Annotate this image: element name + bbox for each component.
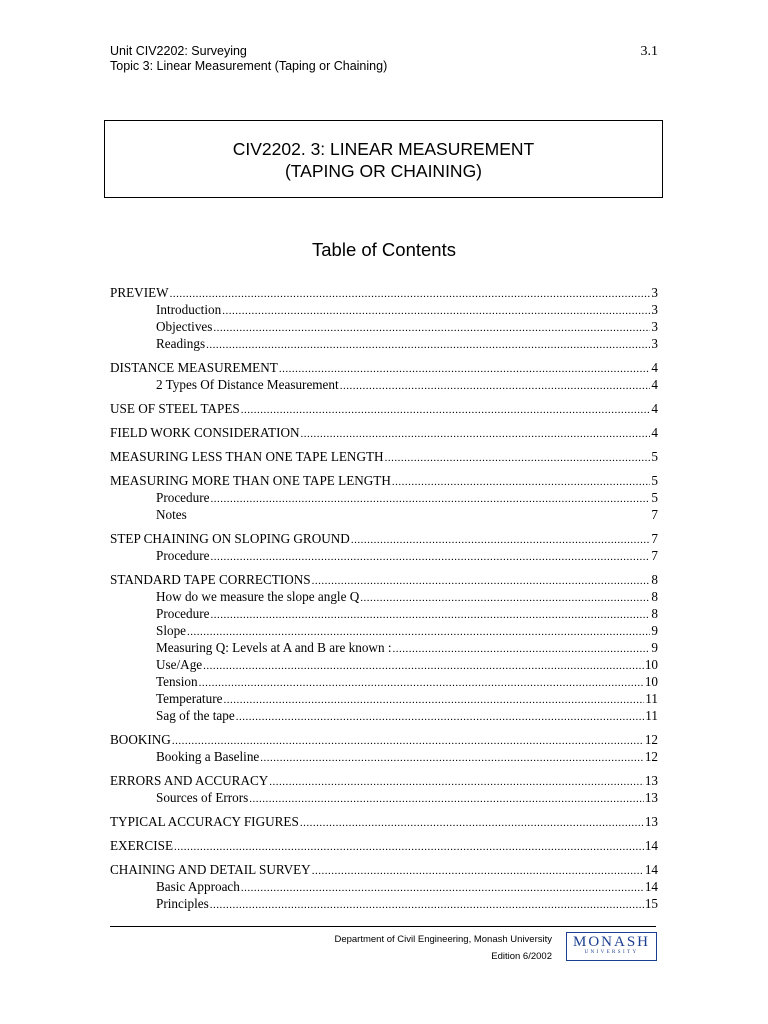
toc-entry-label: Measuring Q: Levels at A and B are known :	[156, 640, 392, 655]
toc-entry-label: Readings	[156, 336, 206, 351]
toc-entry-label: Booking a Baseline	[156, 749, 260, 764]
toc-entry[interactable]	[110, 424, 658, 441]
toc-entry-page: 7	[651, 531, 658, 546]
footer-department: Department of Civil Engineering, Monash University	[334, 934, 552, 945]
toc-entry-page: 7	[651, 548, 658, 563]
toc-entry-label: Tension	[156, 674, 198, 689]
toc-subentry[interactable]	[110, 622, 658, 639]
toc-leader-dots	[301, 424, 651, 443]
toc-leader-dots	[210, 547, 650, 566]
toc-entry-page: 11	[645, 691, 658, 706]
toc-entry-label: FIELD WORK CONSIDERATION	[110, 425, 300, 440]
toc-entry-page: 12	[644, 749, 658, 764]
page-number: 3.1	[640, 44, 658, 59]
toc-entry[interactable]	[110, 772, 658, 789]
toc-subentry[interactable]	[110, 301, 658, 318]
toc-entry[interactable]	[110, 530, 658, 547]
toc-entry-label: Sag of the tape	[156, 708, 235, 723]
toc-entry-label: MEASURING LESS THAN ONE TAPE LENGTH	[110, 449, 384, 464]
toc-entry-page: 5	[651, 490, 658, 505]
table-of-contents	[110, 284, 658, 912]
toc-entry-label: 2 Types Of Distance Measurement	[156, 377, 339, 392]
toc-entry-page: 8	[651, 589, 658, 604]
toc-entry-label: Use/Age	[156, 657, 203, 672]
toc-entry-label: BOOKING	[110, 732, 171, 747]
logo-main-text: MONASH	[572, 934, 650, 950]
toc-entry-page: 4	[651, 377, 658, 392]
toc-entry-label: Procedure	[156, 606, 210, 621]
toc-subentry[interactable]	[110, 376, 658, 393]
toc-entry-page: 7	[651, 507, 658, 522]
toc-subentry[interactable]	[110, 489, 658, 506]
toc-entry-label: Procedure	[156, 548, 210, 563]
topic-title: Topic 3: Linear Measurement (Taping or Chaining)	[110, 59, 388, 73]
toc-entry-label: Sources of Errors	[156, 790, 249, 805]
toc-entry-page: 4	[651, 425, 658, 440]
toc-leader-dots	[236, 707, 645, 726]
toc-subentry[interactable]	[110, 789, 658, 806]
toc-entry[interactable]	[110, 571, 658, 588]
toc-entry-page: 10	[644, 657, 658, 672]
footer-edition: Edition 6/2002	[491, 951, 552, 962]
toc-entry-page: 13	[644, 790, 658, 805]
toc-entry-label: CHAINING AND DETAIL SURVEY	[110, 862, 311, 877]
toc-entry-page: 13	[644, 814, 658, 829]
toc-leader-dots	[340, 376, 651, 395]
toc-subentry[interactable]	[110, 690, 658, 707]
toc-entry[interactable]	[110, 837, 658, 854]
toc-entry[interactable]	[110, 400, 658, 417]
toc-leader-dots	[210, 489, 650, 508]
toc-entry-label: Objectives	[156, 319, 213, 334]
toc-entry-page: 13	[644, 773, 658, 788]
toc-subentry[interactable]	[110, 588, 658, 605]
toc-entry-label: MEASURING MORE THAN ONE TAPE LENGTH	[110, 473, 391, 488]
toc-subentry[interactable]	[110, 748, 658, 765]
toc-entry-page: 8	[651, 606, 658, 621]
toc-leader-dots	[206, 335, 650, 354]
toc-entry-page: 5	[651, 449, 658, 464]
document-title-line2: (TAPING OR CHAINING)	[284, 161, 483, 181]
toc-subentry[interactable]	[110, 673, 658, 690]
toc-leader-dots	[300, 813, 644, 832]
page-header	[110, 44, 387, 74]
toc-entry-page: 3	[651, 336, 658, 351]
toc-entry-label: TYPICAL ACCURACY FIGURES	[110, 814, 299, 829]
document-title-line1: CIV2202. 3: LINEAR MEASUREMENT	[232, 139, 535, 159]
toc-entry-page: 8	[651, 572, 658, 587]
toc-entry-label: PREVIEW	[110, 285, 169, 300]
toc-entry-page: 4	[651, 360, 658, 375]
toc-entry-page: 9	[651, 640, 658, 655]
toc-entry-page: 14	[644, 862, 658, 877]
toc-subentry[interactable]	[110, 318, 658, 335]
toc-entry-page: 12	[644, 732, 658, 747]
toc-entry-page: 4	[651, 401, 658, 416]
toc-subentry[interactable]	[110, 547, 658, 564]
unit-title: Unit CIV2202: Surveying	[110, 44, 247, 58]
toc-entry[interactable]	[110, 359, 658, 376]
toc-entry-page: 14	[644, 838, 658, 853]
toc-subentry[interactable]	[110, 895, 658, 912]
toc-entry-label: Notes	[156, 507, 187, 522]
toc-entry-page: 3	[651, 285, 658, 300]
monash-logo	[566, 932, 657, 961]
toc-leader-dots	[249, 789, 644, 808]
toc-leader-dots	[260, 748, 644, 767]
toc-entry-label: Basic Approach	[156, 879, 240, 894]
toc-subentry[interactable]	[110, 639, 658, 656]
toc-subentry[interactable]	[110, 656, 658, 673]
toc-subentry[interactable]	[110, 878, 658, 895]
toc-entry[interactable]	[110, 284, 658, 301]
toc-entry[interactable]	[110, 861, 658, 878]
toc-entry[interactable]	[110, 731, 658, 748]
toc-entry-page: 3	[651, 302, 658, 317]
logo-sub-text: UNIVERSITY	[584, 950, 639, 955]
toc-entry-label: Temperature	[156, 691, 223, 706]
document-title-box	[104, 120, 663, 198]
toc-entry-label: EXERCISE	[110, 838, 174, 853]
toc-entry-label: STANDARD TAPE CORRECTIONS	[110, 572, 311, 587]
toc-subentry[interactable]	[110, 605, 658, 622]
toc-entry-label: Introduction	[156, 302, 222, 317]
toc-subentry[interactable]	[110, 707, 658, 724]
toc-entry[interactable]	[110, 448, 658, 465]
toc-entry-label: Principles	[156, 896, 209, 911]
toc-entry-label: Procedure	[156, 490, 210, 505]
toc-entry-label: ERRORS AND ACCURACY	[110, 773, 269, 788]
toc-entry[interactable]	[110, 813, 658, 830]
toc-entry-label: Slope	[156, 623, 187, 638]
toc-leader-dots	[174, 837, 644, 856]
toc-subentry[interactable]	[110, 506, 658, 523]
toc-leader-dots	[385, 448, 651, 467]
toc-entry-page: 5	[651, 473, 658, 488]
toc-entry-label: DISTANCE MEASUREMENT	[110, 360, 278, 375]
footer-divider	[110, 926, 656, 927]
toc-entry-page: 10	[644, 674, 658, 689]
toc-leader-dots	[241, 400, 651, 419]
toc-entry-page: 3	[651, 319, 658, 334]
toc-subentry[interactable]	[110, 335, 658, 352]
toc-heading: Table of Contents	[312, 239, 456, 260]
toc-entry-page: 9	[651, 623, 658, 638]
toc-entry[interactable]	[110, 472, 658, 489]
toc-entry-page: 15	[644, 896, 658, 911]
toc-entry-label: STEP CHAINING ON SLOPING GROUND	[110, 531, 350, 546]
toc-entry-page: 11	[645, 708, 658, 723]
toc-entry-label: How do we measure the slope angle Q	[156, 589, 360, 604]
toc-leader-dots	[210, 895, 644, 914]
toc-entry-label: USE OF STEEL TAPES	[110, 401, 240, 416]
toc-entry-page: 14	[644, 879, 658, 894]
